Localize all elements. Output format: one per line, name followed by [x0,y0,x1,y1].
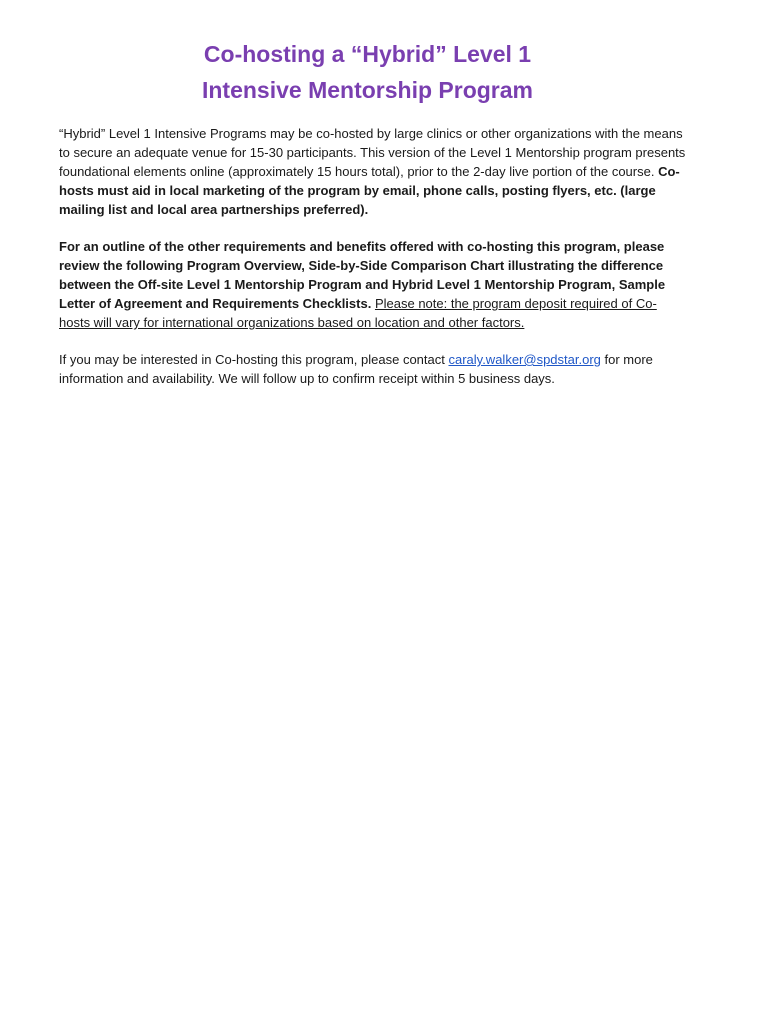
intro-text: “Hybrid” Level 1 Intensive Programs may be co-hosted by large clinics or other organizations with the means to secure an adequate venue for 15-30 participants. This version of the Level 1 Mentorship program presents foundational elements online (approximately 15 hours total), prior to the 2-day live portion of the course. [59,126,686,179]
contact-paragraph [59,350,687,388]
requirements-bold-text: For an outline of the other requirements and benefits offered with co-hosting this program, please review the following Program Overview, Side-by-Side Comparison Chart illustrating the difference between the Off-site Level 1 Mentorship Program and Hybrid Level 1 Mentorship Program, Sample Letter of Agreement and Requirements Checklists. [59,239,666,311]
title-line-1: Co-hosting a “Hybrid” Level 1 [203,41,532,67]
document-body [59,124,687,406]
deposit-note: Please note: the program deposit required of Co-hosts will vary for international organizations based on location and other factors. [59,296,657,330]
page-title [0,36,735,108]
title-line-2: Intensive Mentorship Program [201,77,533,103]
requirements-paragraph [59,237,687,332]
contact-text-before: If you may be interested in Co-hosting this program, please contact [59,352,449,367]
intro-paragraph [59,124,687,219]
contact-text-after: for more information and availability. We will follow up to confirm receipt within 5 business days. [59,352,653,386]
email-link[interactable]: caraly.walker@spdstar.org [448,352,601,367]
intro-bold-requirement: Co-hosts must aid in local marketing of the program by email, phone calls, posting flyers, etc. (large mailing list and local area partnerships preferred). [59,164,680,217]
